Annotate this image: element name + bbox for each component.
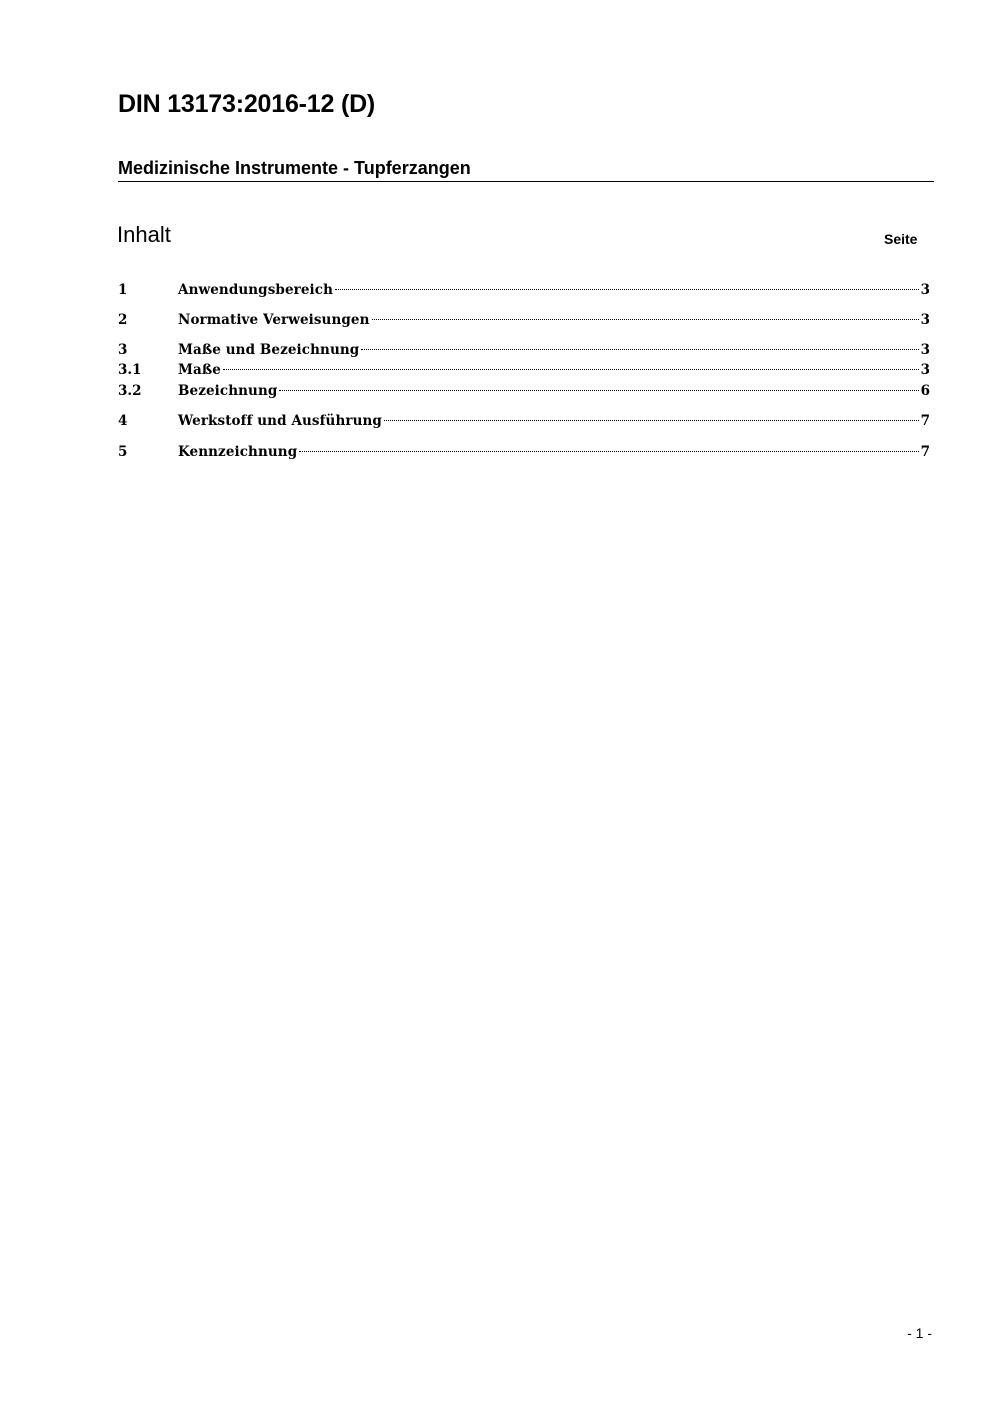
toc-heading: Inhalt bbox=[117, 222, 171, 247]
page-number-footer: - 1 - bbox=[907, 1325, 932, 1341]
toc-entry-page: 6 bbox=[920, 383, 930, 399]
toc-entry-kennzeichnung[interactable] bbox=[118, 442, 930, 462]
toc-entry-anwendungsbereich[interactable] bbox=[118, 280, 930, 300]
toc-entry-page: 7 bbox=[920, 444, 930, 460]
toc-entry-title: Normative Verweisungen bbox=[178, 312, 370, 328]
toc-entry-number: 3.2 bbox=[118, 383, 142, 399]
toc-entry-title: Maße und Bezeichnung bbox=[178, 342, 360, 358]
toc-entry-number: 1 bbox=[118, 282, 128, 298]
dot-leader bbox=[335, 289, 919, 290]
toc-entry-normative-verweisungen[interactable] bbox=[118, 310, 930, 330]
toc-entry-page: 7 bbox=[920, 413, 930, 429]
toc-entry-number: 4 bbox=[118, 413, 128, 429]
toc-entry-title: Bezeichnung bbox=[178, 383, 278, 399]
toc-entry-title: Maße bbox=[178, 362, 221, 378]
document-subtitle-section bbox=[118, 157, 934, 182]
dot-leader bbox=[223, 369, 919, 370]
toc-entry-number: 2 bbox=[118, 312, 128, 328]
document-id: DIN 13173:2016-12 (D) bbox=[118, 90, 376, 118]
toc-entry-number: 3.1 bbox=[118, 362, 142, 378]
dot-leader bbox=[384, 420, 919, 421]
toc-entry-page: 3 bbox=[920, 282, 930, 298]
toc-entry-bezeichnung[interactable] bbox=[118, 381, 930, 401]
dot-leader bbox=[372, 319, 919, 320]
toc-entry-masse-und-bezeichnung[interactable] bbox=[118, 340, 930, 360]
toc-entry-title: Anwendungsbereich bbox=[178, 282, 334, 298]
toc-entry-page: 3 bbox=[920, 342, 930, 358]
toc-entry-werkstoff-und-ausfuehrung[interactable] bbox=[118, 411, 930, 431]
toc-entry-number: 3 bbox=[118, 342, 128, 358]
page-column-label: Seite bbox=[884, 231, 918, 247]
toc-entry-number: 5 bbox=[118, 444, 128, 460]
document-subtitle: Medizinische Instrumente - Tupferzangen bbox=[118, 158, 471, 178]
toc-entry-page: 3 bbox=[920, 312, 930, 328]
toc-entry-page: 3 bbox=[920, 362, 930, 378]
dot-leader bbox=[279, 390, 918, 391]
toc-entry-masse[interactable] bbox=[118, 360, 930, 380]
dot-leader bbox=[299, 451, 918, 452]
toc-entry-title: Kennzeichnung bbox=[178, 444, 298, 460]
dot-leader bbox=[361, 349, 918, 350]
toc-entry-title: Werkstoff und Ausführung bbox=[178, 413, 382, 429]
